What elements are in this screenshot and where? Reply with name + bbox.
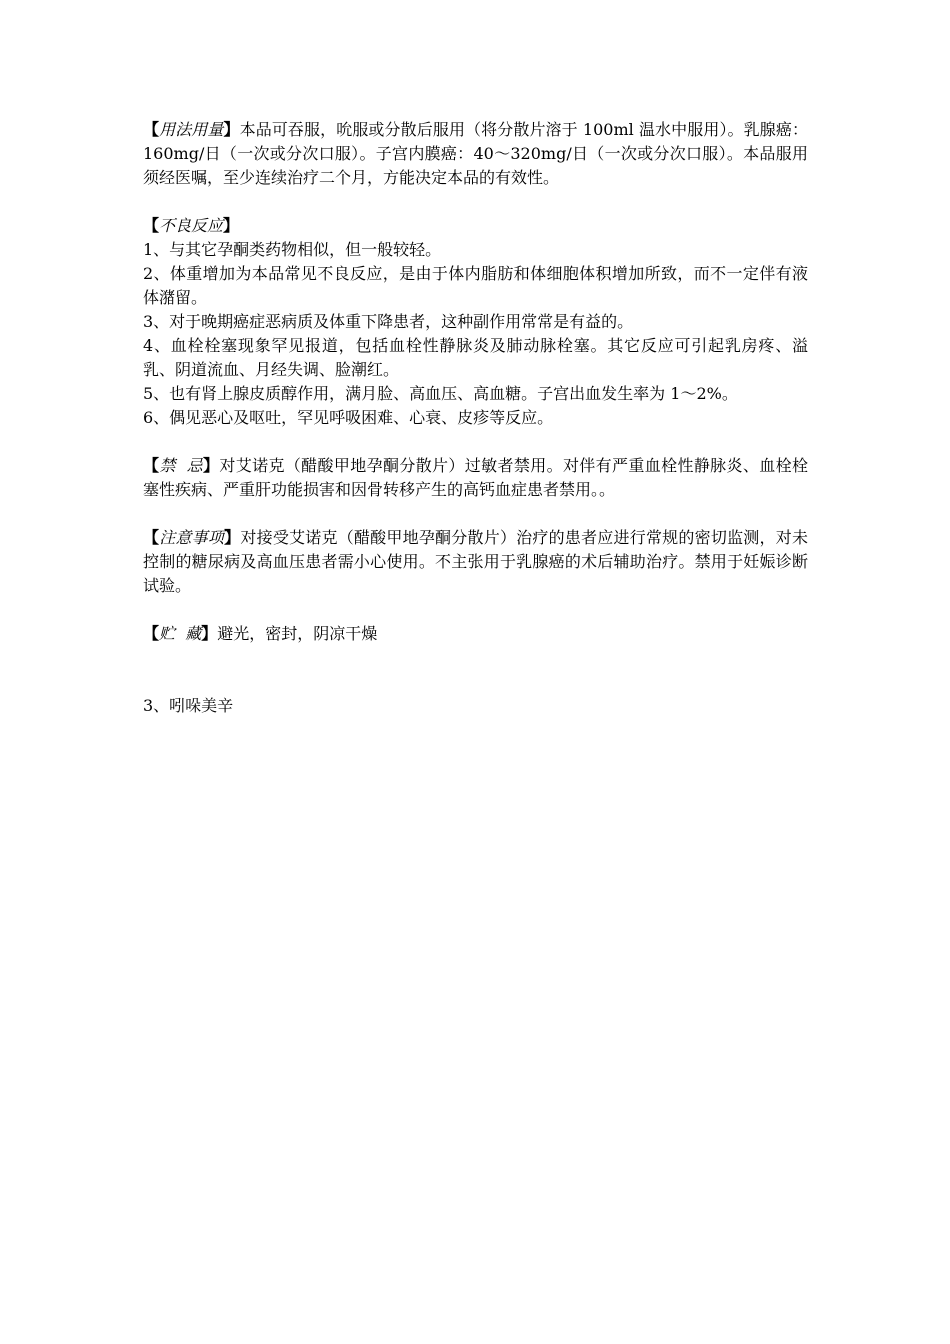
adverse-bracket-close: 】 [223, 216, 240, 235]
adverse-item-4: 4、血栓栓塞现象罕见报道，包括血栓性静脉炎及肺动脉栓塞。其它反应可引起乳房疼、溢乳、阴道流血、月经失调、脸潮红。 [143, 336, 808, 379]
contraindications-paragraph [143, 454, 808, 502]
storage-heading: 贮 藏 [159, 624, 202, 643]
precautions-section [143, 526, 808, 598]
adverse-item-5: 5、也有肾上腺皮质醇作用，满月脸、高血压、高血糖。子宫出血发生率为 1～2%。 [143, 384, 738, 403]
adverse-section [143, 214, 808, 430]
storage-section [143, 622, 808, 646]
storage-text: 避光，密封，阴凉干燥 [217, 624, 378, 643]
precautions-heading: 注意事项 [159, 528, 225, 547]
adverse-item-2: 2、体重增加为本品常见不良反应，是由于体内脂肪和体细胞体积增加所致，而不一定伴有液体潴留。 [143, 264, 808, 307]
usage-text: 本品可吞服，吮服或分散后服用（将分散片溶于 100ml 温水中服用）。乳腺癌：160mg/日（一次或分次口服）。子宫内膜癌：40～320mg/日（一次或分次口服）。本品服用须经医嘱，至少连续治疗二个月，方能决定本品的有效性。 [143, 120, 808, 187]
usage-bracket-close: 】 [223, 120, 240, 139]
storage-paragraph [143, 622, 808, 646]
usage-heading: 用法用量 [159, 120, 224, 139]
adverse-item-1: 1、与其它孕酮类药物相似，但一般较轻。 [143, 240, 442, 259]
adverse-item-3: 3、对于晚期癌症恶病质及体重下降患者，这种副作用常常是有益的。 [143, 312, 634, 331]
usage-bracket-open: 【 [143, 120, 160, 139]
next-item-heading: 3、吲哚美辛 [143, 696, 234, 715]
storage-bracket-open: 【 [143, 624, 160, 643]
adverse-bracket-open: 【 [143, 216, 160, 235]
contraindications-bracket-close: 】 [203, 456, 220, 475]
contraindications-heading: 禁 忌 [159, 456, 203, 475]
adverse-item-6: 6、偶见恶心及呕吐，罕见呼吸困难、心衰、皮疹等反应。 [143, 408, 554, 427]
precautions-bracket-close: 】 [224, 528, 241, 547]
adverse-heading: 不良反应 [159, 216, 224, 235]
adverse-heading-line [143, 214, 808, 238]
precautions-bracket-open: 【 [143, 528, 160, 547]
section-spacer [143, 670, 808, 694]
usage-section [143, 118, 808, 190]
usage-paragraph [143, 118, 808, 190]
precautions-text: 对接受艾诺克（醋酸甲地孕酮分散片）治疗的患者应进行常规的密切监测，对未控制的糖尿病及高血压患者需小心使用。不主张用于乳腺癌的术后辅助治疗。禁用于妊娠诊断试验。 [143, 528, 808, 595]
precautions-paragraph [143, 526, 808, 598]
storage-bracket-close: 】 [201, 624, 218, 643]
contraindications-section [143, 454, 808, 502]
contraindications-text: 对艾诺克（醋酸甲地孕酮分散片）过敏者禁用。对伴有严重血栓性静脉炎、血栓栓塞性疾病、严重肝功能损害和因骨转移产生的高钙血症患者禁用。。 [143, 456, 808, 499]
document-page [143, 118, 808, 718]
contraindications-bracket-open: 【 [143, 456, 160, 475]
